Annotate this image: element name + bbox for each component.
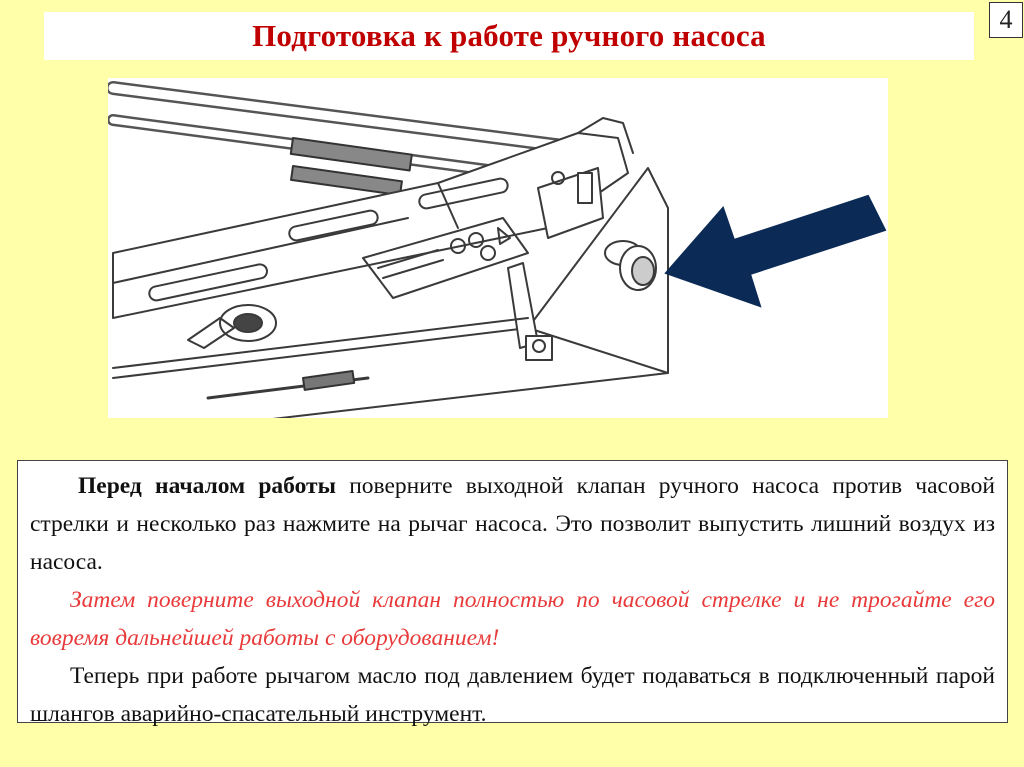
instruction-text-box [17, 460, 1008, 727]
warning-paragraph: Затем поверните выходной клапан полностью по часовой стрелке и не трогайте его вовремя дальнейшей работы с оборудованием! [30, 587, 995, 651]
pointer-arrow-icon [666, 196, 885, 306]
paragraph-1-lead: Перед началом работы [78, 473, 336, 499]
title-banner [44, 12, 974, 60]
page-number: 4 [989, 2, 1023, 38]
paragraph-1 [30, 467, 995, 581]
pump-drawing [108, 78, 888, 418]
pump-illustration [108, 78, 888, 418]
slide-title: Подготовка к работе ручного насоса [252, 18, 766, 53]
paragraph-3: Теперь при работе рычагом масло под давлением будет подаваться в подключенный парой шлангов аварийно-спасательный инструмент. [30, 663, 995, 727]
paragraph-1-text: поверните выходной клапан ручного насоса против часовой стрелки и несколько раз нажмите на рычаг насоса. Это позволит выпустить лишний воздух из насоса. [30, 473, 995, 575]
